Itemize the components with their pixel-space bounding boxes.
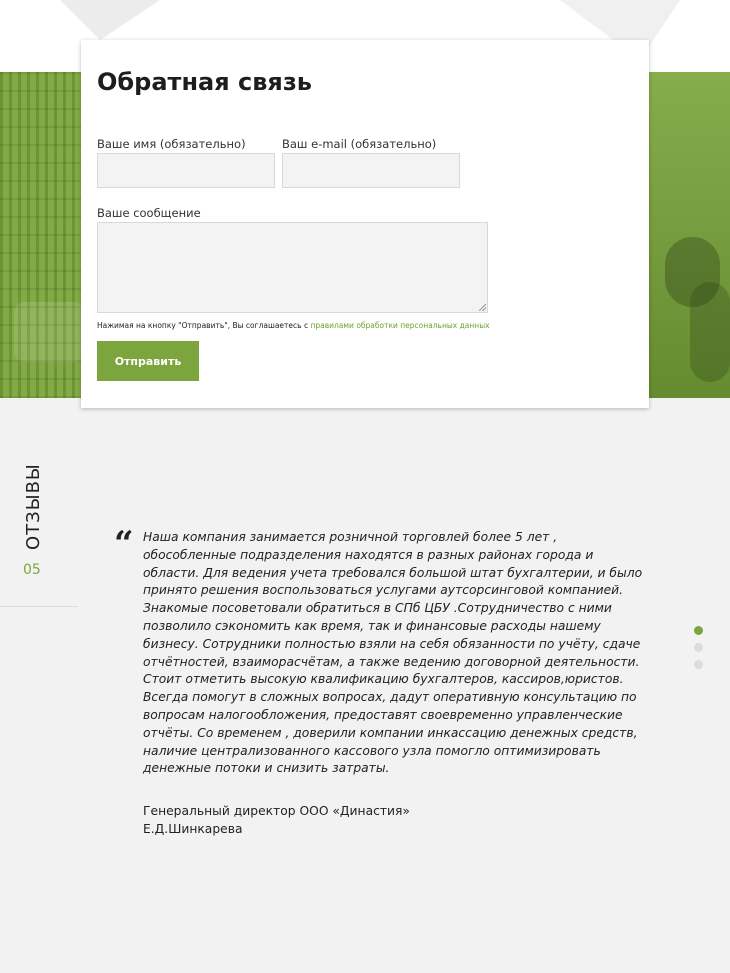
submit-button[interactable]: Отправить <box>97 341 199 381</box>
email-label: Ваш e-mail (обязательно) <box>282 137 437 151</box>
slider-dot-2[interactable] <box>694 643 703 652</box>
reviews-section-label: ОТЗЫВЫ <box>23 463 44 550</box>
name-label: Ваше имя (обязательно) <box>97 137 246 151</box>
consent-text: Нажимая на кнопку "Отправить", Вы соглашаетесь с <box>97 321 311 330</box>
author-name: Е.Д.Шинкарева <box>143 822 243 836</box>
feedback-form-card <box>81 40 649 408</box>
office-person-image <box>690 282 730 382</box>
resize-grip-icon[interactable] <box>479 304 486 311</box>
message-textarea[interactable] <box>97 222 488 313</box>
background-facet <box>60 0 160 40</box>
slider-dot-1[interactable] <box>694 626 703 635</box>
message-label: Ваше сообщение <box>97 206 201 220</box>
office-chair-image <box>14 302 84 362</box>
quote-icon: “ <box>114 524 134 564</box>
form-title: Обратная связь <box>97 68 312 96</box>
privacy-policy-link[interactable]: правилами обработки персональных данных <box>310 321 490 330</box>
email-input[interactable] <box>282 153 460 188</box>
author-position: Генеральный директор ООО «Династия» <box>143 804 410 818</box>
review-text: Наша компания занимается розничной торговлей более 5 лет , обособленные подразделения находятся в разных районах города и области. Для ведения учета требовался большой штат бухгалтерии, и было принято решения воспользоваться услугами аутсорсинговой компанией. Знакомые посоветовали обратиться в СПб ЦБУ .Сотрудничество с ними позволило сэкономить как время, так и финансовые расходы нашему бизнесу. Сотрудники полностью взяли на себя обязанности по учёту, сдаче отчётностей, взаиморасчётам, а также ведению договорной деятельности. Стоит отметить высокую квалификацию бухгалтеров, кассиров,юристов. Всегда помогут в сложных вопросах, дадут оперативную консультацию по вопросам налогообложения, предоставят своевременно управленческие отчёты. Со временем , доверили компании инкассацию денежных средств, наличие централизованного кассового узла помогло оптимизировать денежные потоки и снизить затраты. <box>143 530 643 776</box>
section-divider <box>0 606 78 607</box>
name-input[interactable] <box>97 153 275 188</box>
consent-notice <box>97 321 490 330</box>
slider-dot-3[interactable] <box>694 660 703 669</box>
reviews-section-number: 05 <box>23 562 41 578</box>
review-author <box>143 802 410 838</box>
